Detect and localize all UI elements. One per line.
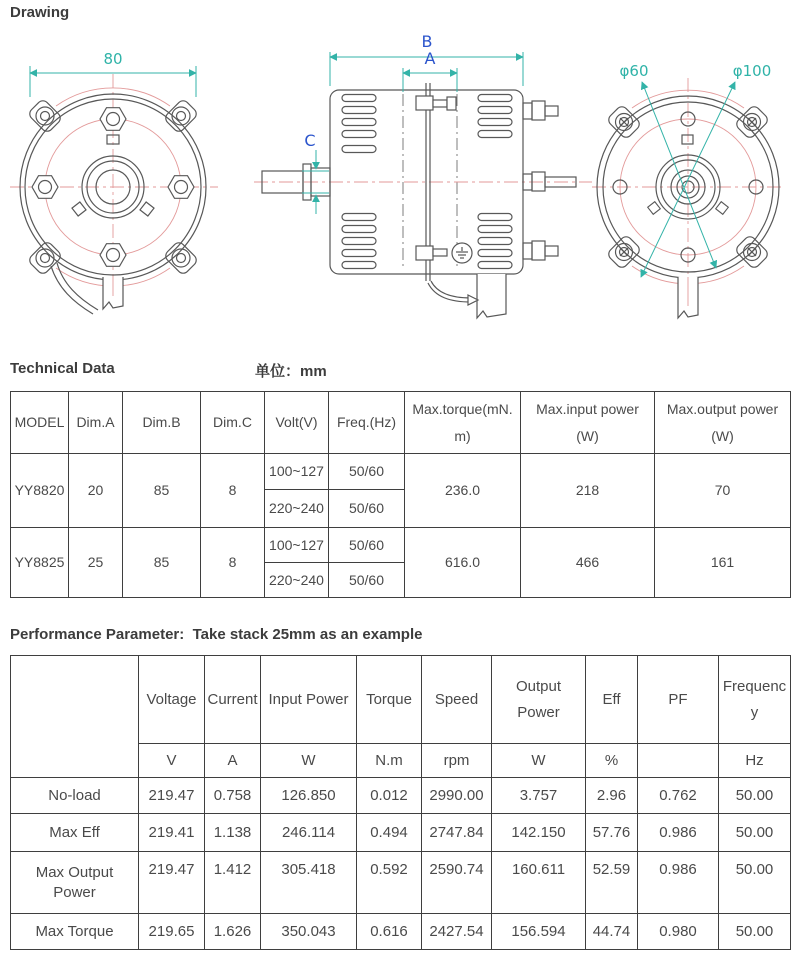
tech-cell-model: YY8825 — [11, 528, 69, 598]
tech-cell-max-input: 466 — [521, 528, 655, 598]
tech-cell-volt: 220~240 — [265, 563, 329, 598]
front-view-drawing — [10, 50, 218, 314]
tech-cell-freq: 50/60 — [329, 528, 405, 563]
perf-unit-cell — [638, 744, 719, 778]
tech-cell-dim-b: 85 — [123, 454, 201, 528]
perf-cell: 2.96 — [586, 778, 638, 814]
perf-cell: 0.592 — [357, 852, 422, 914]
tech-cell-freq: 50/60 — [329, 454, 405, 490]
tech-cell-freq: 50/60 — [329, 490, 405, 528]
tech-cell-max-output: 161 — [655, 528, 791, 598]
perf-cell: 219.65 — [139, 914, 205, 950]
perf-cell: 0.980 — [638, 914, 719, 950]
rear-view-drawing — [592, 62, 784, 318]
perf-cell: 305.418 — [261, 852, 357, 914]
drawing-section-title: Drawing — [10, 4, 70, 21]
tech-header-freq: Freq.(Hz) — [329, 392, 405, 454]
performance-table — [10, 655, 791, 950]
perf-unit-cell: Hz — [719, 744, 791, 778]
dim-label-c: C — [304, 131, 316, 150]
perf-cell: 3.757 — [492, 778, 586, 814]
perf-row-label: Max Torque — [11, 914, 139, 950]
perf-cell: 0.762 — [638, 778, 719, 814]
tech-cell-model: YY8820 — [11, 454, 69, 528]
perf-cell: 50.00 — [719, 914, 791, 950]
perf-header-frequency: Frequency — [719, 656, 791, 744]
perf-unit-cell: N.m — [357, 744, 422, 778]
perf-unit-cell: A — [205, 744, 261, 778]
perf-unit-cell: W — [261, 744, 357, 778]
perf-header-output-power: Output Power — [492, 656, 586, 744]
perf-header-pf: PF — [638, 656, 719, 744]
tech-cell-volt: 100~127 — [265, 454, 329, 490]
perf-cell: 0.986 — [638, 814, 719, 852]
perf-cell: 1.626 — [205, 914, 261, 950]
unit-label: 单位：mm — [255, 363, 327, 380]
perf-cell: 1.412 — [205, 852, 261, 914]
perf-cell: 0.986 — [638, 852, 719, 914]
tech-cell-dim-b: 85 — [123, 528, 201, 598]
perf-cell: 350.043 — [261, 914, 357, 950]
tech-header-model: MODEL — [11, 392, 69, 454]
perf-cell: 50.00 — [719, 852, 791, 914]
perf-row-label: Max Eff — [11, 814, 139, 852]
tech-cell-max-input: 218 — [521, 454, 655, 528]
perf-header-speed: Speed — [422, 656, 492, 744]
tech-cell-volt: 100~127 — [265, 528, 329, 563]
tech-header-max-torque: Max.torque(mN.m) — [405, 392, 521, 454]
perf-cell: 142.150 — [492, 814, 586, 852]
perf-cell: 156.594 — [492, 914, 586, 950]
tech-cell-max-torque: 616.0 — [405, 528, 521, 598]
perf-cell: 0.012 — [357, 778, 422, 814]
tech-cell-dim-a: 20 — [69, 454, 123, 528]
tech-header-dim-a: Dim.A — [69, 392, 123, 454]
technical-data-title: Technical Data — [10, 360, 115, 377]
perf-cell: 44.74 — [586, 914, 638, 950]
tech-header-dim-b: Dim.B — [123, 392, 201, 454]
tech-header-max-input: Max.input power (W) — [521, 392, 655, 454]
perf-cell: 246.114 — [261, 814, 357, 852]
perf-unit-cell: rpm — [422, 744, 492, 778]
perf-cell: 219.47 — [139, 852, 205, 914]
perf-cell: 52.59 — [586, 852, 638, 914]
tech-cell-dim-c: 8 — [201, 528, 265, 598]
perf-corner-cell — [11, 656, 139, 778]
dim-label-dia60: φ60 — [619, 62, 649, 80]
tech-cell-freq: 50/60 — [329, 563, 405, 598]
side-view-drawing — [254, 32, 592, 318]
tech-cell-dim-c: 8 — [201, 454, 265, 528]
perf-header-eff: Eff — [586, 656, 638, 744]
dim-label-b: B — [421, 32, 433, 51]
perf-header-torque: Torque — [357, 656, 422, 744]
technical-data-table — [10, 391, 791, 598]
perf-header-input-power: Input Power — [261, 656, 357, 744]
perf-cell: 50.00 — [719, 814, 791, 852]
perf-header-current: Current — [205, 656, 261, 744]
perf-cell: 0.494 — [357, 814, 422, 852]
dim-label-dia100: φ100 — [732, 62, 772, 80]
tech-cell-max-output: 70 — [655, 454, 791, 528]
perf-row-label: No-load — [11, 778, 139, 814]
tech-cell-max-torque: 236.0 — [405, 454, 521, 528]
perf-cell: 0.616 — [357, 914, 422, 950]
perf-cell: 2427.54 — [422, 914, 492, 950]
perf-cell: 160.611 — [492, 852, 586, 914]
tech-cell-volt: 220~240 — [265, 490, 329, 528]
perf-cell: 219.47 — [139, 778, 205, 814]
perf-cell: 2590.74 — [422, 852, 492, 914]
perf-cell: 2990.00 — [422, 778, 492, 814]
perf-unit-cell: % — [586, 744, 638, 778]
performance-section-title: Performance Parameter: Take stack 25mm as an example — [10, 626, 423, 643]
perf-row-label: Max Output Power — [11, 852, 139, 914]
tech-header-volt: Volt(V) — [265, 392, 329, 454]
perf-unit-cell: V — [139, 744, 205, 778]
perf-cell: 0.758 — [205, 778, 261, 814]
motor-drawings — [0, 0, 800, 355]
perf-cell: 57.76 — [586, 814, 638, 852]
perf-cell: 50.00 — [719, 778, 791, 814]
perf-cell: 126.850 — [261, 778, 357, 814]
perf-cell: 219.41 — [139, 814, 205, 852]
perf-cell: 2747.84 — [422, 814, 492, 852]
dim-label-80: 80 — [103, 50, 123, 68]
tech-header-dim-c: Dim.C — [201, 392, 265, 454]
dim-label-a: A — [424, 49, 436, 68]
tech-cell-dim-a: 25 — [69, 528, 123, 598]
perf-header-voltage: Voltage — [139, 656, 205, 744]
perf-cell: 1.138 — [205, 814, 261, 852]
tech-header-max-output: Max.output power (W) — [655, 392, 791, 454]
perf-unit-cell: W — [492, 744, 586, 778]
